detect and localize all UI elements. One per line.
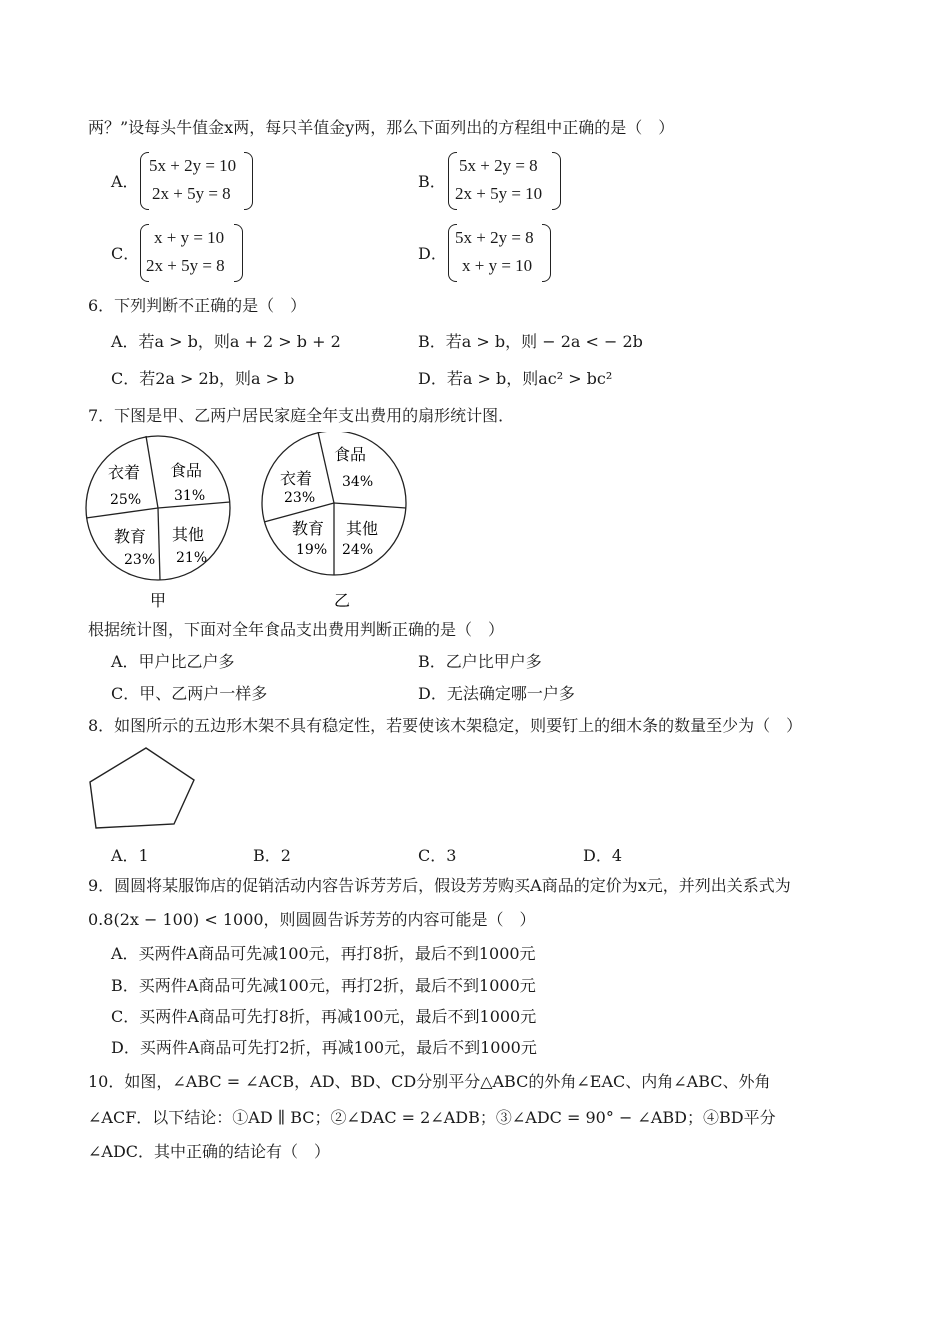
pie-right-slice-label: 食品 [334, 445, 367, 464]
pie-left-slice-label: 食品 [170, 461, 203, 480]
q7-option-b: B．乙户比甲户多 [418, 652, 542, 671]
pie-left-slice-label: 教育 [114, 527, 147, 546]
q8-option-c: C．3 [418, 846, 457, 865]
q10-line-1: 10．如图，∠ABC = ∠ACB，AD、BD、CD分别平分△ABC的外角∠EAC、内角∠ABC、外角 [88, 1072, 771, 1091]
pie-right-divider-top [318, 432, 334, 503]
q7-option-c: C．甲、乙两户一样多 [111, 684, 268, 703]
q8-pentagon-figure [84, 744, 204, 836]
q7-option-d: D．无法确定哪一户多 [418, 684, 575, 703]
q9-formula: 0.8(2x − 100) < 1000，则圆圆告诉芳芳的内容可能是（ ） [88, 910, 536, 929]
q5-option-c-label: C． [111, 244, 140, 263]
q5-option-d-eq1: 5x + 2y = 8 [455, 228, 534, 247]
q5-option-d-eq2: x + y = 10 [462, 256, 533, 275]
q8-option-b: B．2 [253, 846, 291, 865]
pie-left-slice-value: 25% [110, 492, 142, 508]
q5-stem: 两？”设每头牛值金x两，每只羊值金y两，那么下面列出的方程组中正确的是（ ） [88, 118, 675, 137]
pie-left-slice-label: 衣着 [108, 463, 141, 482]
pie-right-slice-value: 23% [284, 490, 316, 506]
q6-option-b: B．若a > b，则 − 2a < − 2b [418, 332, 643, 351]
pie-left-divider-left [86, 508, 158, 518]
q6-option-a: A．若a > b，则a + 2 > b + 2 [111, 332, 341, 351]
q9-stem: 9．圆圆将某服饰店的促销活动内容告诉芳芳后，假设芳芳购买A商品的定价为x元，并列出关系式为 [88, 876, 791, 895]
q5-option-a-label: A． [111, 172, 139, 191]
q5-option-c-eq2: 2x + 5y = 8 [146, 256, 225, 275]
q6-option-c: C．若2a > 2b，则a > b [111, 369, 295, 388]
q10-line-2: ∠ACF．以下结论：①AD ∥ BC；②∠DAC = 2∠ADB；③∠ADC = 90° − ∠ABD；④BD平分 [88, 1108, 776, 1127]
q7-stem: 7．下图是甲、乙两户居民家庭全年支出费用的扇形统计图． [88, 406, 515, 425]
q5-option-a-right-brace [244, 152, 253, 210]
q5-option-d-right-brace [542, 224, 551, 282]
q5-option-b-eq2: 2x + 5y = 10 [455, 184, 543, 203]
q7-question: 根据统计图，下面对全年食品支出费用判断正确的是（ ） [88, 620, 505, 639]
q9-option-b: B．买两件A商品可先减100元，再打2折，最后不到1000元 [111, 976, 536, 995]
pie-right-caption: 乙 [334, 591, 351, 610]
q5-option-a-eq2: 2x + 5y = 8 [152, 184, 231, 203]
q9-option-a: A．买两件A商品可先减100元，再打8折，最后不到1000元 [111, 944, 536, 963]
q9-option-c: C．买两件A商品可先打8折，再减100元，最后不到1000元 [111, 1007, 537, 1026]
pie-left-slice-value: 31% [174, 488, 206, 504]
pie-right-slice-value: 24% [342, 542, 374, 558]
pie-right-divider-right [334, 503, 406, 508]
q5-option-d-label: D． [418, 244, 447, 263]
pentagon-shape [90, 748, 194, 828]
pie-left-caption: 甲 [150, 591, 167, 610]
pie-left-slice-value: 21% [176, 550, 208, 566]
q5-option-b-label: B． [418, 172, 446, 191]
q10-line-3: ∠ADC．其中正确的结论有（ ） [88, 1142, 331, 1161]
q8-option-a: A．1 [111, 846, 149, 865]
q7-option-a: A．甲户比乙户多 [111, 652, 235, 671]
q5-option-c-right-brace [234, 224, 243, 282]
pie-left-divider-bottom [158, 508, 160, 580]
q5-option-a-left-brace [140, 152, 149, 210]
q9-option-d: D．买两件A商品可先打2折，再减100元，最后不到1000元 [111, 1038, 537, 1057]
q7-pie-charts [80, 432, 440, 612]
q5-option-b-eq1: 5x + 2y = 8 [459, 156, 538, 175]
q6-option-d: D．若a > b，则ac² > bc² [418, 369, 613, 388]
q6-stem: 6．下列判断不正确的是（ ） [88, 296, 307, 315]
pie-right-slice-value: 19% [296, 542, 328, 558]
pie-left-slice-value: 23% [124, 552, 156, 568]
q8-option-d: D．4 [583, 846, 623, 865]
pie-chart-right [262, 432, 406, 610]
q5-option-c-eq1: x + y = 10 [154, 228, 225, 247]
pie-left-slice-label: 其他 [172, 525, 205, 544]
pie-left-divider-top [146, 436, 158, 508]
pie-right-slice-label: 其他 [346, 519, 379, 538]
pie-chart-left [86, 436, 230, 610]
pie-right-slice-label: 教育 [292, 519, 325, 538]
pie-right-slice-label: 衣着 [280, 469, 313, 488]
pie-right-slice-value: 34% [342, 474, 374, 490]
q8-stem: 8．如图所示的五边形木架不具有稳定性，若要使该木架稳定，则要钉上的细木条的数量至少为（ ） [88, 716, 803, 735]
q5-option-a-eq1: 5x + 2y = 10 [149, 156, 237, 175]
q5-option-b-right-brace [552, 152, 561, 210]
